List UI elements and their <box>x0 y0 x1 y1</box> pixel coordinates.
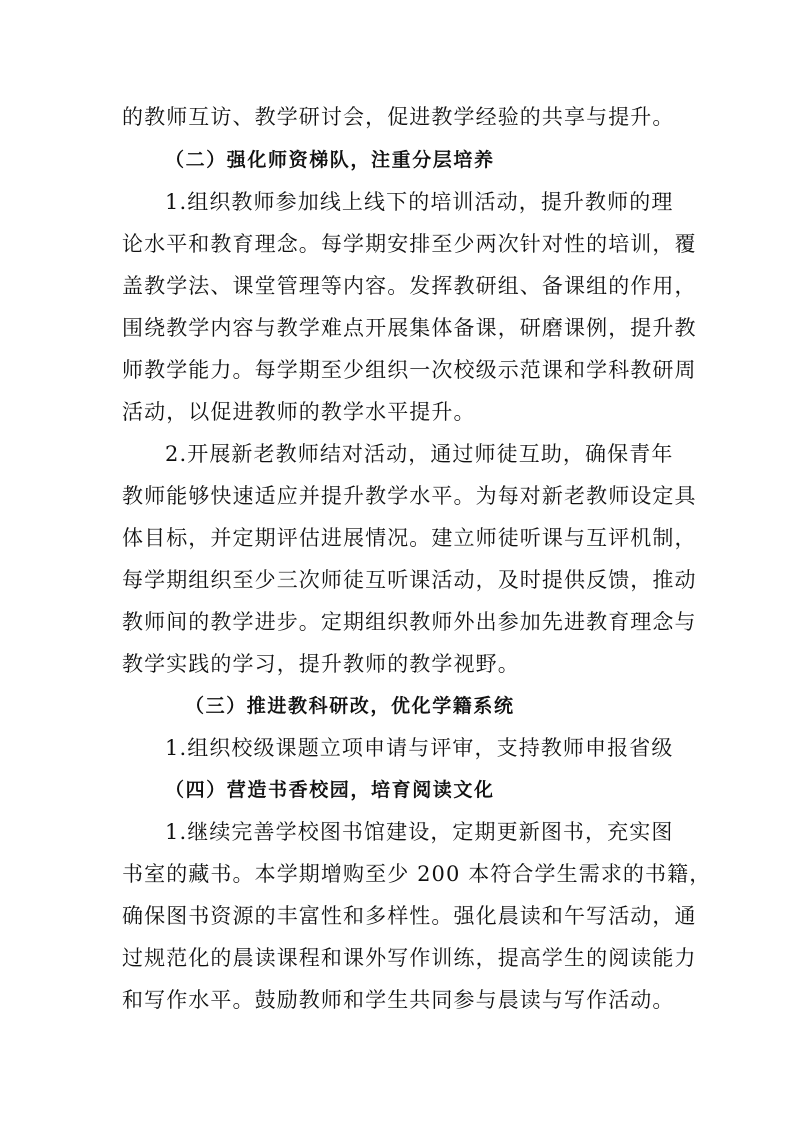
paragraph-line: 每学期组织至少三次师徒互听课活动，及时提供反馈，推动 <box>122 568 697 592</box>
paragraph-line: 围绕教学内容与教学难点开展集体备课，研磨课例，提升教 <box>122 316 697 340</box>
paragraph-line: 教师间的教学进步。定期组织教师外出参加先进教育理念与 <box>122 610 697 634</box>
paragraph-line: 和写作水平。鼓励教师和学生共同参与晨读与写作活动。 <box>122 988 675 1012</box>
paragraph-line: 论水平和教育理念。每学期安排至少两次针对性的培训，覆 <box>122 232 697 256</box>
paragraph-line: 2.开展新老教师结对活动，通过师徒互助，确保青年 <box>165 442 674 466</box>
paragraph-line: 体目标，并定期评估进展情况。建立师徒听课与互评机制， <box>122 526 697 550</box>
paragraph-line: 教学实践的学习，提升教师的教学视野。 <box>122 652 520 676</box>
paragraph-line: 1.组织教师参加线上线下的培训活动，提升教师的理 <box>165 190 674 214</box>
paragraph-line: 盖教学法、课堂管理等内容。发挥教研组、备课组的作用， <box>122 274 697 298</box>
paragraph-line: 书室的藏书。本学期增购至少 200 本符合学生需求的书籍， <box>122 862 712 886</box>
paragraph-line: 1.组织校级课题立项申请与评审，支持教师申报省级 <box>165 736 674 760</box>
paragraph-line: 活动，以促进教师的教学水平提升。 <box>122 400 476 424</box>
paragraph-line: 师教学能力。每学期至少组织一次校级示范课和学科教研周 <box>122 358 697 382</box>
paragraph-line: 的教师互访、教学研讨会，促进教学经验的共享与提升。 <box>122 105 675 129</box>
paragraph-line: 1.继续完善学校图书馆建设，定期更新图书，充实图 <box>165 820 674 844</box>
paragraph-line: 过规范化的晨读课程和课外写作训练，提高学生的阅读能力 <box>122 946 697 970</box>
section-heading-2: （二）强化师资梯队，注重分层培养 <box>165 149 495 171</box>
paragraph-line: 确保图书资源的丰富性和多样性。强化晨读和午写活动，通 <box>122 904 697 928</box>
section-heading-4: （四）营造书香校园，培育阅读文化 <box>165 779 495 801</box>
paragraph-line: 教师能够快速适应并提升教学水平。为每对新老教师设定具 <box>122 484 697 508</box>
section-heading-3: （三）推进教科研改，优化学籍系统 <box>185 695 515 717</box>
